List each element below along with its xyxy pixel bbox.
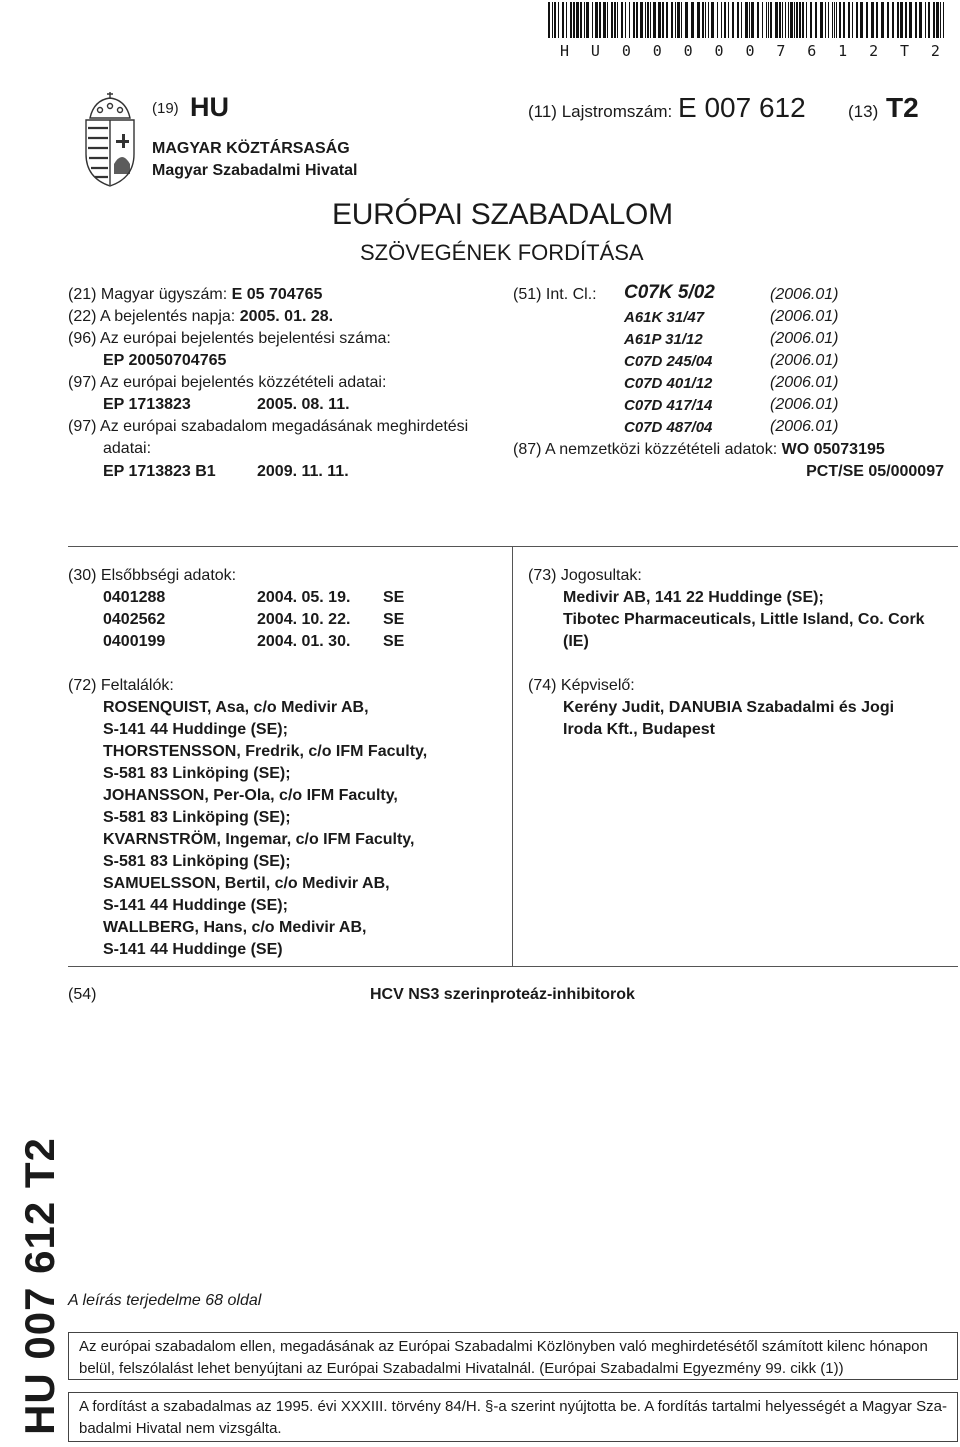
invention-title: HCV NS3 szerinproteáz-inhibitorok (370, 986, 635, 1003)
barcode-bar (919, 2, 922, 38)
barcode-bar (721, 2, 722, 38)
priority-label: (30) Elsőbbségi adatok: (68, 567, 237, 584)
barcode-bar (915, 2, 917, 38)
representative-line: Iroda Kft., Budapest (563, 721, 716, 738)
barcode-bar (653, 2, 656, 38)
barcode-bar (599, 2, 601, 38)
int-cl-code-0: C07K 5/02 (624, 282, 715, 303)
field-96-value: EP 20050704765 (103, 352, 227, 369)
inventor-line: S-141 44 Huddinge (SE) (103, 941, 283, 958)
barcode-bar (825, 2, 826, 38)
int-cl-code-1: A61K 31/47 (624, 309, 705, 326)
barcode-bar (762, 2, 763, 38)
barcode-bar (636, 2, 638, 38)
barcode-bar (900, 2, 903, 38)
int-cl-code-5: C07D 417/14 (624, 397, 713, 414)
barcode-bar (677, 2, 680, 38)
barcode-bar (708, 2, 709, 38)
barcode-bar (724, 2, 726, 38)
int-cl-label: (51) Int. Cl.: (513, 286, 597, 303)
barcode-bar (925, 2, 926, 38)
barcode-bar (806, 2, 807, 38)
barcode-bar (766, 2, 767, 38)
barcode-bar (666, 2, 668, 38)
priority-country-1: SE (383, 611, 405, 628)
divider-top (68, 546, 958, 547)
int-cl-version-2: (2006.01) (770, 330, 839, 347)
barcode-bar (595, 2, 598, 38)
int-cl-version-5: (2006.01) (770, 396, 839, 413)
barcode-bar (662, 2, 664, 38)
field-97b-date: 2009. 11. 11. (257, 463, 349, 480)
barcode-bar (580, 2, 582, 38)
barcode-bar (675, 2, 676, 38)
barcode-bar (928, 2, 930, 38)
field-code-19: (19) (152, 100, 179, 117)
barcode-bar (603, 2, 606, 38)
coat-of-arms-icon (80, 90, 140, 188)
barcode-bar (576, 2, 579, 38)
barcode-bar (681, 2, 682, 38)
barcode-bar (697, 2, 700, 38)
inventor-line: ROSENQUIST, Asa, c/o Medivir AB, (103, 699, 369, 716)
inventor-line: S-141 44 Huddinge (SE); (103, 897, 288, 914)
proprietor-line: (IE) (563, 633, 589, 650)
int-cl-code-2: A61P 31/12 (624, 331, 703, 348)
barcode-bar (671, 2, 673, 38)
barcode-bar (866, 2, 868, 38)
barcode-bar (788, 2, 789, 38)
document-title: EURÓPAI SZABADALOM (332, 198, 673, 231)
proprietor-line: Medivir AB, 141 22 Huddinge (SE); (563, 589, 824, 606)
barcode-bar (584, 2, 585, 38)
barcode-bar (562, 2, 564, 38)
barcode-bar (848, 2, 850, 38)
barcode-bar (633, 2, 635, 38)
inventor-line: S-581 83 Linköping (SE); (103, 809, 291, 826)
barcode-bar (799, 2, 801, 38)
field-87-wo: WO 05073195 (781, 441, 885, 458)
barcode-bar (856, 2, 858, 38)
registration-label: (11) Lajstromszám: (528, 102, 673, 121)
barcode-bar (852, 2, 853, 38)
barcode-bar (685, 2, 688, 38)
field-97a-date: 2005. 08. 11. (257, 396, 350, 413)
barcode-bar (836, 2, 837, 38)
barcode-bar (607, 2, 608, 38)
int-cl-code-3: C07D 245/04 (624, 353, 713, 370)
barcode-bar (770, 2, 772, 38)
barcode-bar (834, 2, 835, 38)
barcode-bar (621, 2, 623, 38)
pages-note: A leírás terjedelme 68 oldal (68, 1292, 262, 1309)
divider-vertical (512, 546, 513, 966)
barcode-bar (881, 2, 884, 38)
barcode-bar (611, 2, 613, 38)
registration-number: E 007 612 (678, 92, 806, 123)
document-subtitle: SZÖVEGÉNEK FORDÍTÁSA (360, 240, 644, 265)
representative-label: (74) Képviselő: (528, 677, 635, 694)
barcode-bar (785, 2, 786, 38)
barcode-bar (711, 2, 714, 38)
barcode-bar (775, 2, 778, 38)
barcode-bar (940, 2, 941, 38)
barcode-bar (876, 2, 878, 38)
barcode-bar (691, 2, 694, 38)
barcode-bar (732, 2, 734, 38)
field-22-value: 2005. 01. 28. (239, 308, 334, 325)
int-cl-code-6: C07D 487/04 (624, 419, 713, 436)
barcode-bar (909, 2, 912, 38)
inventor-line: SAMUELSSON, Bertil, c/o Medivir AB, (103, 875, 390, 892)
inventor-line: S-141 44 Huddinge (SE); (103, 721, 288, 738)
barcode-bar (779, 2, 781, 38)
priority-date-1: 2004. 10. 22. (257, 611, 351, 628)
barcode-bar (820, 2, 823, 38)
barcode-bar (782, 2, 783, 38)
barcode-bar (897, 2, 899, 38)
priority-date-2: 2004. 01. 30. (257, 633, 351, 650)
field-21-value: E 05 704765 (231, 286, 323, 303)
barcode-bar (728, 2, 729, 38)
barcode-bar (552, 2, 553, 38)
barcode-bar (905, 2, 907, 38)
inventor-line: THORSTENSSON, Fredrik, c/o IFM Faculty, (103, 743, 428, 760)
field-97b-label: (97) Az európai szabadalom megadásának meghirdetési (68, 418, 469, 435)
int-cl-version-4: (2006.01) (770, 374, 839, 391)
inventors-label: (72) Feltalálók: (68, 677, 174, 694)
barcode-bar (751, 2, 754, 38)
proprietors-label: (73) Jogosultak: (528, 567, 642, 584)
barcode-bar (794, 2, 795, 38)
barcode-bar (832, 2, 833, 38)
priority-country-2: SE (383, 633, 405, 650)
country-code: HU (190, 92, 229, 122)
barcode-bar (554, 2, 556, 38)
side-publication-number: HU 007 612 T2 (16, 1137, 63, 1435)
invention-code: (54) (68, 986, 97, 1003)
int-cl-version-1: (2006.01) (770, 308, 839, 325)
barcode-bar (749, 2, 750, 38)
barcode-bar (566, 2, 567, 38)
int-cl-version-3: (2006.01) (770, 352, 839, 369)
barcode-bar (629, 2, 630, 38)
field-96-label: (96) Az európai bejelentés bejelentési száma: (68, 330, 391, 347)
office-name: Magyar Szabadalmi Hivatal (152, 162, 358, 179)
barcode-bar (892, 2, 894, 38)
barcode-bar (936, 2, 939, 38)
field-97b-label-cont: adatai: (103, 440, 152, 457)
barcode-bar (843, 2, 845, 38)
inventor-line: JOHANSSON, Per-Ola, c/o IFM Faculty, (103, 787, 398, 804)
barcode-bar (933, 2, 935, 38)
republic-name: MAGYAR KÖZTÁRSASÁG (152, 140, 350, 157)
barcode-bar (871, 2, 874, 38)
barcode-bar (745, 2, 748, 38)
barcode-bar (614, 2, 616, 38)
barcode-bar (647, 2, 649, 38)
priority-number-1: 0402562 (103, 611, 166, 628)
priority-date-0: 2004. 05. 19. (257, 589, 351, 606)
barcode-bar (737, 2, 739, 38)
barcode-bar (705, 2, 706, 38)
barcode-bar (741, 2, 742, 38)
field-97b-number: EP 1713823 B1 (103, 463, 216, 480)
field-code-13: (13) (848, 102, 879, 121)
field-87-pct: PCT/SE 05/000097 (806, 463, 944, 480)
barcode-bar (570, 2, 572, 38)
inventor-line: S-581 83 Linköping (SE); (103, 765, 291, 782)
barcode-bar (802, 2, 804, 38)
barcode-bar (828, 2, 829, 38)
barcode-bar (617, 2, 618, 38)
barcode-bar (702, 2, 704, 38)
barcode-bar (796, 2, 798, 38)
inventor-line: S-581 83 Linköping (SE); (103, 853, 291, 870)
barcode-bar (860, 2, 863, 38)
barcode-bar (810, 2, 812, 38)
inventor-line: KVARNSTRÖM, Ingemar, c/o IFM Faculty, (103, 831, 415, 848)
field-22-label: (22) A bejelentés napja: (68, 308, 236, 325)
barcode-bar (815, 2, 817, 38)
int-cl-version-6: (2006.01) (770, 418, 839, 435)
representative-line: Kerény Judit, DANUBIA Szabadalmi és Jogi (563, 699, 895, 716)
barcode-bar (887, 2, 889, 38)
barcode-bar (768, 2, 769, 38)
divider-bottom (68, 966, 958, 967)
priority-country-0: SE (383, 589, 405, 606)
field-97a-number: EP 1713823 (103, 396, 191, 413)
barcode-bar (658, 2, 661, 38)
priority-number-0: 0401288 (103, 589, 166, 606)
barcode (548, 2, 946, 38)
barcode-bar (548, 2, 550, 38)
proprietor-line: Tibotec Pharmaceuticals, Little Island, Co. Cork (563, 611, 925, 628)
barcode-text: H U 0 0 0 0 0 7 6 1 2 T 2 (560, 42, 940, 60)
translation-notice: A fordítást a szabadalmas az 1995. évi XXXIII. törvény 84/H. §-a szerint nyújtotta be. A fordítás tartalmi helyességét a Magyar Sza- badalmi Hivatal nem vizsgálta. (68, 1392, 958, 1442)
barcode-bar (645, 2, 646, 38)
kind-code: T2 (886, 92, 919, 123)
barcode-bar (839, 2, 841, 38)
int-cl-code-4: C07D 401/12 (624, 375, 713, 392)
barcode-bar (558, 2, 559, 38)
barcode-bar (790, 2, 793, 38)
barcode-bar (650, 2, 651, 38)
barcode-bar (625, 2, 626, 38)
inventor-line: WALLBERG, Hans, c/o Medivir AB, (103, 919, 367, 936)
barcode-bar (573, 2, 575, 38)
opposition-notice: Az európai szabadalom ellen, megadásának az Európai Szabadalmi Közlönyben való meghirdetésétől számított kilenc hónapon belül, felszólalást lehet benyújtani az Európai Szabadalmi Hivatalnál. (Európai Szabadalmi Egyezmény 99. cikk (1)) (68, 1332, 958, 1380)
barcode-bar (640, 2, 643, 38)
barcode-bar (717, 2, 718, 38)
priority-number-2: 0400199 (103, 633, 166, 650)
barcode-bar (592, 2, 593, 38)
barcode-bar (757, 2, 759, 38)
barcode-bar (586, 2, 589, 38)
field-21-label: (21) Magyar ügyszám: (68, 286, 228, 303)
field-97a-label: (97) Az európai bejelentés közzétételi adatai: (68, 374, 387, 391)
int-cl-version-0: (2006.01) (770, 286, 839, 303)
field-87-label: (87) A nemzetközi közzétételi adatok: (513, 441, 778, 458)
barcode-bar (943, 2, 944, 38)
